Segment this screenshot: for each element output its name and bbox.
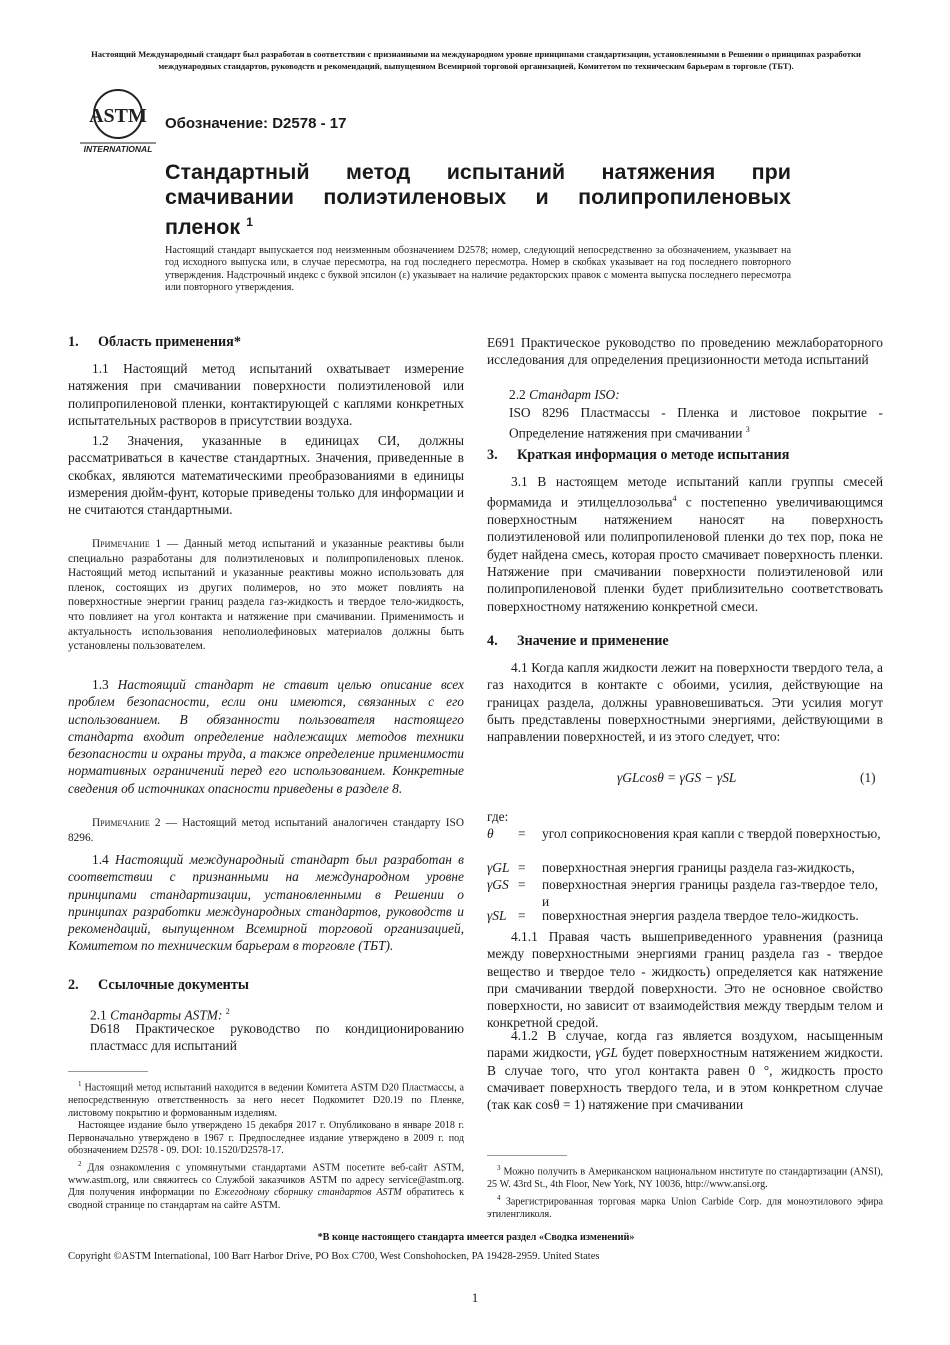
section-1-heading: 1. Область применения* — [68, 334, 241, 350]
page-title — [165, 160, 791, 240]
note-2: Примечание 2 — Настоящий метод испытаний аналогичен стандарту ISO 8296. — [68, 817, 464, 844]
equation-number: (1) — [860, 770, 876, 785]
para-1-2: 1.2 Значения, указанные в единицах СИ, должны рассматриваться в качестве стандартных. Значения, приведенные в скобках, являются математическими преобразованиями в единицы измерения дюйм-фунт, которые приведены только для информации и не считаются стандартными. — [68, 433, 464, 518]
para-1-1: 1.1 Настоящий метод испытаний охватывает измерение натяжения при смачивании поверхности полиэтиленовой или полипропиленовой пленки, контактирующей с каплями конкретных испытательных растворов в присутствии воздуха. — [68, 361, 464, 428]
summary-of-changes-note: *В конце настоящего стандарта имеется раздел «Сводка изменений» — [317, 1232, 635, 1243]
logo-text: INTERNATIONAL — [83, 144, 153, 154]
logo-mark: ASTM — [89, 105, 147, 127]
where-label: где: — [487, 809, 509, 824]
para-3-1: 3.1 В настоящем методе испытаний капли группы смесей формамида и этилцеллозольва$^4$ с постепенно увеличивающимся поверхностным натяжением наносят на поверхность полиэтиленовой или полипропиленовой пленки до тех пор, пока не будет найдена смесь, которая просто смачивает поверхность пленки. Натяжение при смачивании поверхности полиэтиленовой или полипропиленовой пленки будет приблизительно соответствовать поверхностному натяжению конкретной смеси. — [487, 474, 883, 614]
para-4-1-2: 4.1.2 В случае, когда газ является воздухом, насыщенным парами жидкости, γGL будет поверхностным натяжением жидкости. В случае того, что угол контакта равен 0 °, жидкость просто смачивает поверхность твердого тела, и в этом конкретном случае (так как cosθ = 1) натяжение при смачивании — [487, 1028, 883, 1113]
footnotes-right — [487, 1162, 883, 1221]
title-footnote-mark: 1 — [246, 215, 253, 229]
footnote-rule-right — [487, 1155, 567, 1156]
adoption-notice: Настоящий Международный стандарт был разработан в соответствии с признанными на международном уровне принципами стандартизации, установленными в Решении о принципах разработки международных стандартов, руководств и рекомендаций, выпущенном Всемирной торговой организацией, Комитетом по техническим барьерам в торговле (ТБТ). — [91, 49, 861, 71]
ref-e691: E691 Практическое руководство по проведению межлабораторного исследования для определения прецизионности метода испытаний — [487, 335, 883, 368]
page-number: 1 — [471, 1290, 479, 1305]
para-4-1-1: 4.1.1 Правая часть вышеприведенного уравнения (разница между поверхностными энергиями границ раздела газ - твердое вещество и твердое тело - жидкость) определяется как натяжение при смачивании твердой поверхности. Это не основное свойство поверхности, но зависит от взаимодействия между твердым телом и конкретной средой. — [487, 929, 883, 1031]
section-3-heading: 3. Краткая информация о методе испытания — [487, 447, 790, 463]
footnote-2: $^2$ Для ознакомления с упомянутыми стандартами ASTM посетите веб-сайт ASTM, www.astm.org, или свяжитесь со Службой заказчиков ASTM по адресу service@astm.org. Для получения информации по Ежегодному сборнику стандартов ASTM обратитесь к сводной странице по стандартам на сайте ASTM. — [68, 1159, 464, 1212]
ref-iso-8296: ISO 8296 Пластмассы - Пленка и листовое покрытие - Определение натяжения при смачивании $^3$ — [509, 405, 883, 441]
footnote-rule-left — [68, 1071, 148, 1072]
ref-d618: D618 Практическое руководство по кондиционированию пластмасс для испытаний — [90, 1021, 464, 1054]
designation: Обозначение: D2578 - 17 — [165, 115, 347, 132]
copyright: Copyright ©ASTM International, 100 Barr Harbor Drive, PO Box C700, West Conshohocken, PA 19428-2959. United States — [68, 1251, 600, 1262]
symbol-definitions: θ = угол соприкосновения края капли с твердой поверхностью, γGL = поверхностная энергия границы раздела газ-жидкость, γGS = поверхностная энергия границы раздела газ-твердое тело, и γSL = поверхностная энергия раздела твердое тело-жидкость. — [487, 826, 881, 923]
footnote-4: $^4$ Зарегистрированная торговая марка Union Carbide Corp. для моноэтилового эфира этиленгликоля. — [487, 1193, 883, 1220]
section-2-heading: 2. Ссылочные документы — [68, 977, 249, 993]
para-2-2: 2.2 Стандарт ISO: — [509, 387, 620, 402]
equation-1: γGLcosθ = γGS − γSL — [617, 770, 737, 785]
footnote-1: $^1$ Настоящий метод испытаний находится в ведении Комитета ASTM D20 Пластмассы, а непосредственную ответственность за него несет Подкомитет D20.19 по Пленке, листовому покрытию и формованным изделиям. Настоящее издание было утверждено 15 декабря 2017 г. Опубликовано в январе 2018 г. Первоначально утверждено в 1967 г. Предпоследнее издание утверждено в 2009 г. под обозначением D2578 - 09. DOI: 10.1520/D2578-17. $^2$ Для ознакомления с упомянутыми стандартами ASTM посетите веб-сайт ASTM, www.astm.org, или свяжитесь со Службой заказчиков ASTM по адресу service@astm.org. Для получения информации по Ежегодному сборнику стандартов ASTM обратитесь к сводной странице по стандартам на сайте ASTM. — [68, 1080, 464, 1212]
note-1: Примечание 1 — Данный метод испытаний и указанные реактивы были специально разработаны для полиэтиленовых и полипропиленовых пленок. Настоящий метод испытаний и указанные реактивы можно использовать для пленок, состоящих из других полимеров, но это может повлиять на поверхностные энергии границ раздела газ-жидкость и твердое тело-жидкость, что повлияет на угол контакта и натяжение при смачивании. Применимость и актуальность использования неполиолефиновых материалов должны быть установлены пользователем. — [68, 538, 464, 653]
para-4-1: 4.1 Когда капля жидкости лежит на поверхности твердого тела, а газ находится в контакте с обоими, усилия, действующие на границах раздела, должны уравновешиваться. Эти усилия могут быть представлены поверхностными энергиями, действующими в направлении поверхностей, и из этого следует, что: — [487, 660, 883, 745]
astm-logo-icon — [78, 86, 158, 154]
para-1-4: 1.4 Настоящий международный стандарт был разработан в соответствии с признанными на международном уровне принципами стандартизации, установленными в Решении о принципах разработки международных стандартов, руководств и рекомендаций, выпущенном Всемирной торговой организацией, Комитетом по техническим барьерам в торговле (ТБТ). — [68, 852, 464, 954]
para-1-3: 1.3 Настоящий стандарт не ставит целью описание всех проблем безопасности, если они имеются, связанных с его использованием. В обязанности пользователя настоящего стандарта входит определение надлежащих методов техники безопасности и охраны труда, а также определение применимости нормативных ограничений перед его использованием. Конкретные сведения об источниках опасности приведены в разделе 8. — [68, 677, 464, 796]
title-text: Стандартный метод испытаний натяжения при смачивании полиэтиленовых и полипропиленовых пленок — [165, 160, 791, 240]
para-2-1: 2.1 Стандарты ASTM: $^2$ — [90, 1007, 230, 1023]
astm-logo — [78, 86, 158, 154]
intro-paragraph: Настоящий стандарт выпускается под неизменным обозначением D2578; номер, следующий непосредственно за обозначением, указывает на год исходного выпуска или, в случае пересмотра, на год последнего пересмотра. Номер в скобках указывает на год последнего повторного утверждения. Надстрочный индекс с буквой эпсилон (ε) указывает на наличие редакторских правок с момента выпуска последнего пересмотра или повторного утверждения. — [165, 245, 791, 294]
footnote-3: $^3$ Можно получить в Американском национальном институте по стандартизации (ANSI), 25 W. 43rd St., 4th Floor, New York, NY 10036, http://www.ansi.org. — [487, 1164, 883, 1190]
footnote-1-dates: Настоящее издание было утверждено 15 декабря 2017 г. Опубликовано в январе 2018 г. Первоначально утверждено в 1967 г. Предпоследнее издание утверждено в 2009 г. под обозначением D2578 - 09. DOI: 10.1520/D2578-17. — [68, 1120, 464, 1157]
section-4-heading: 4. Значение и применение — [487, 633, 669, 649]
